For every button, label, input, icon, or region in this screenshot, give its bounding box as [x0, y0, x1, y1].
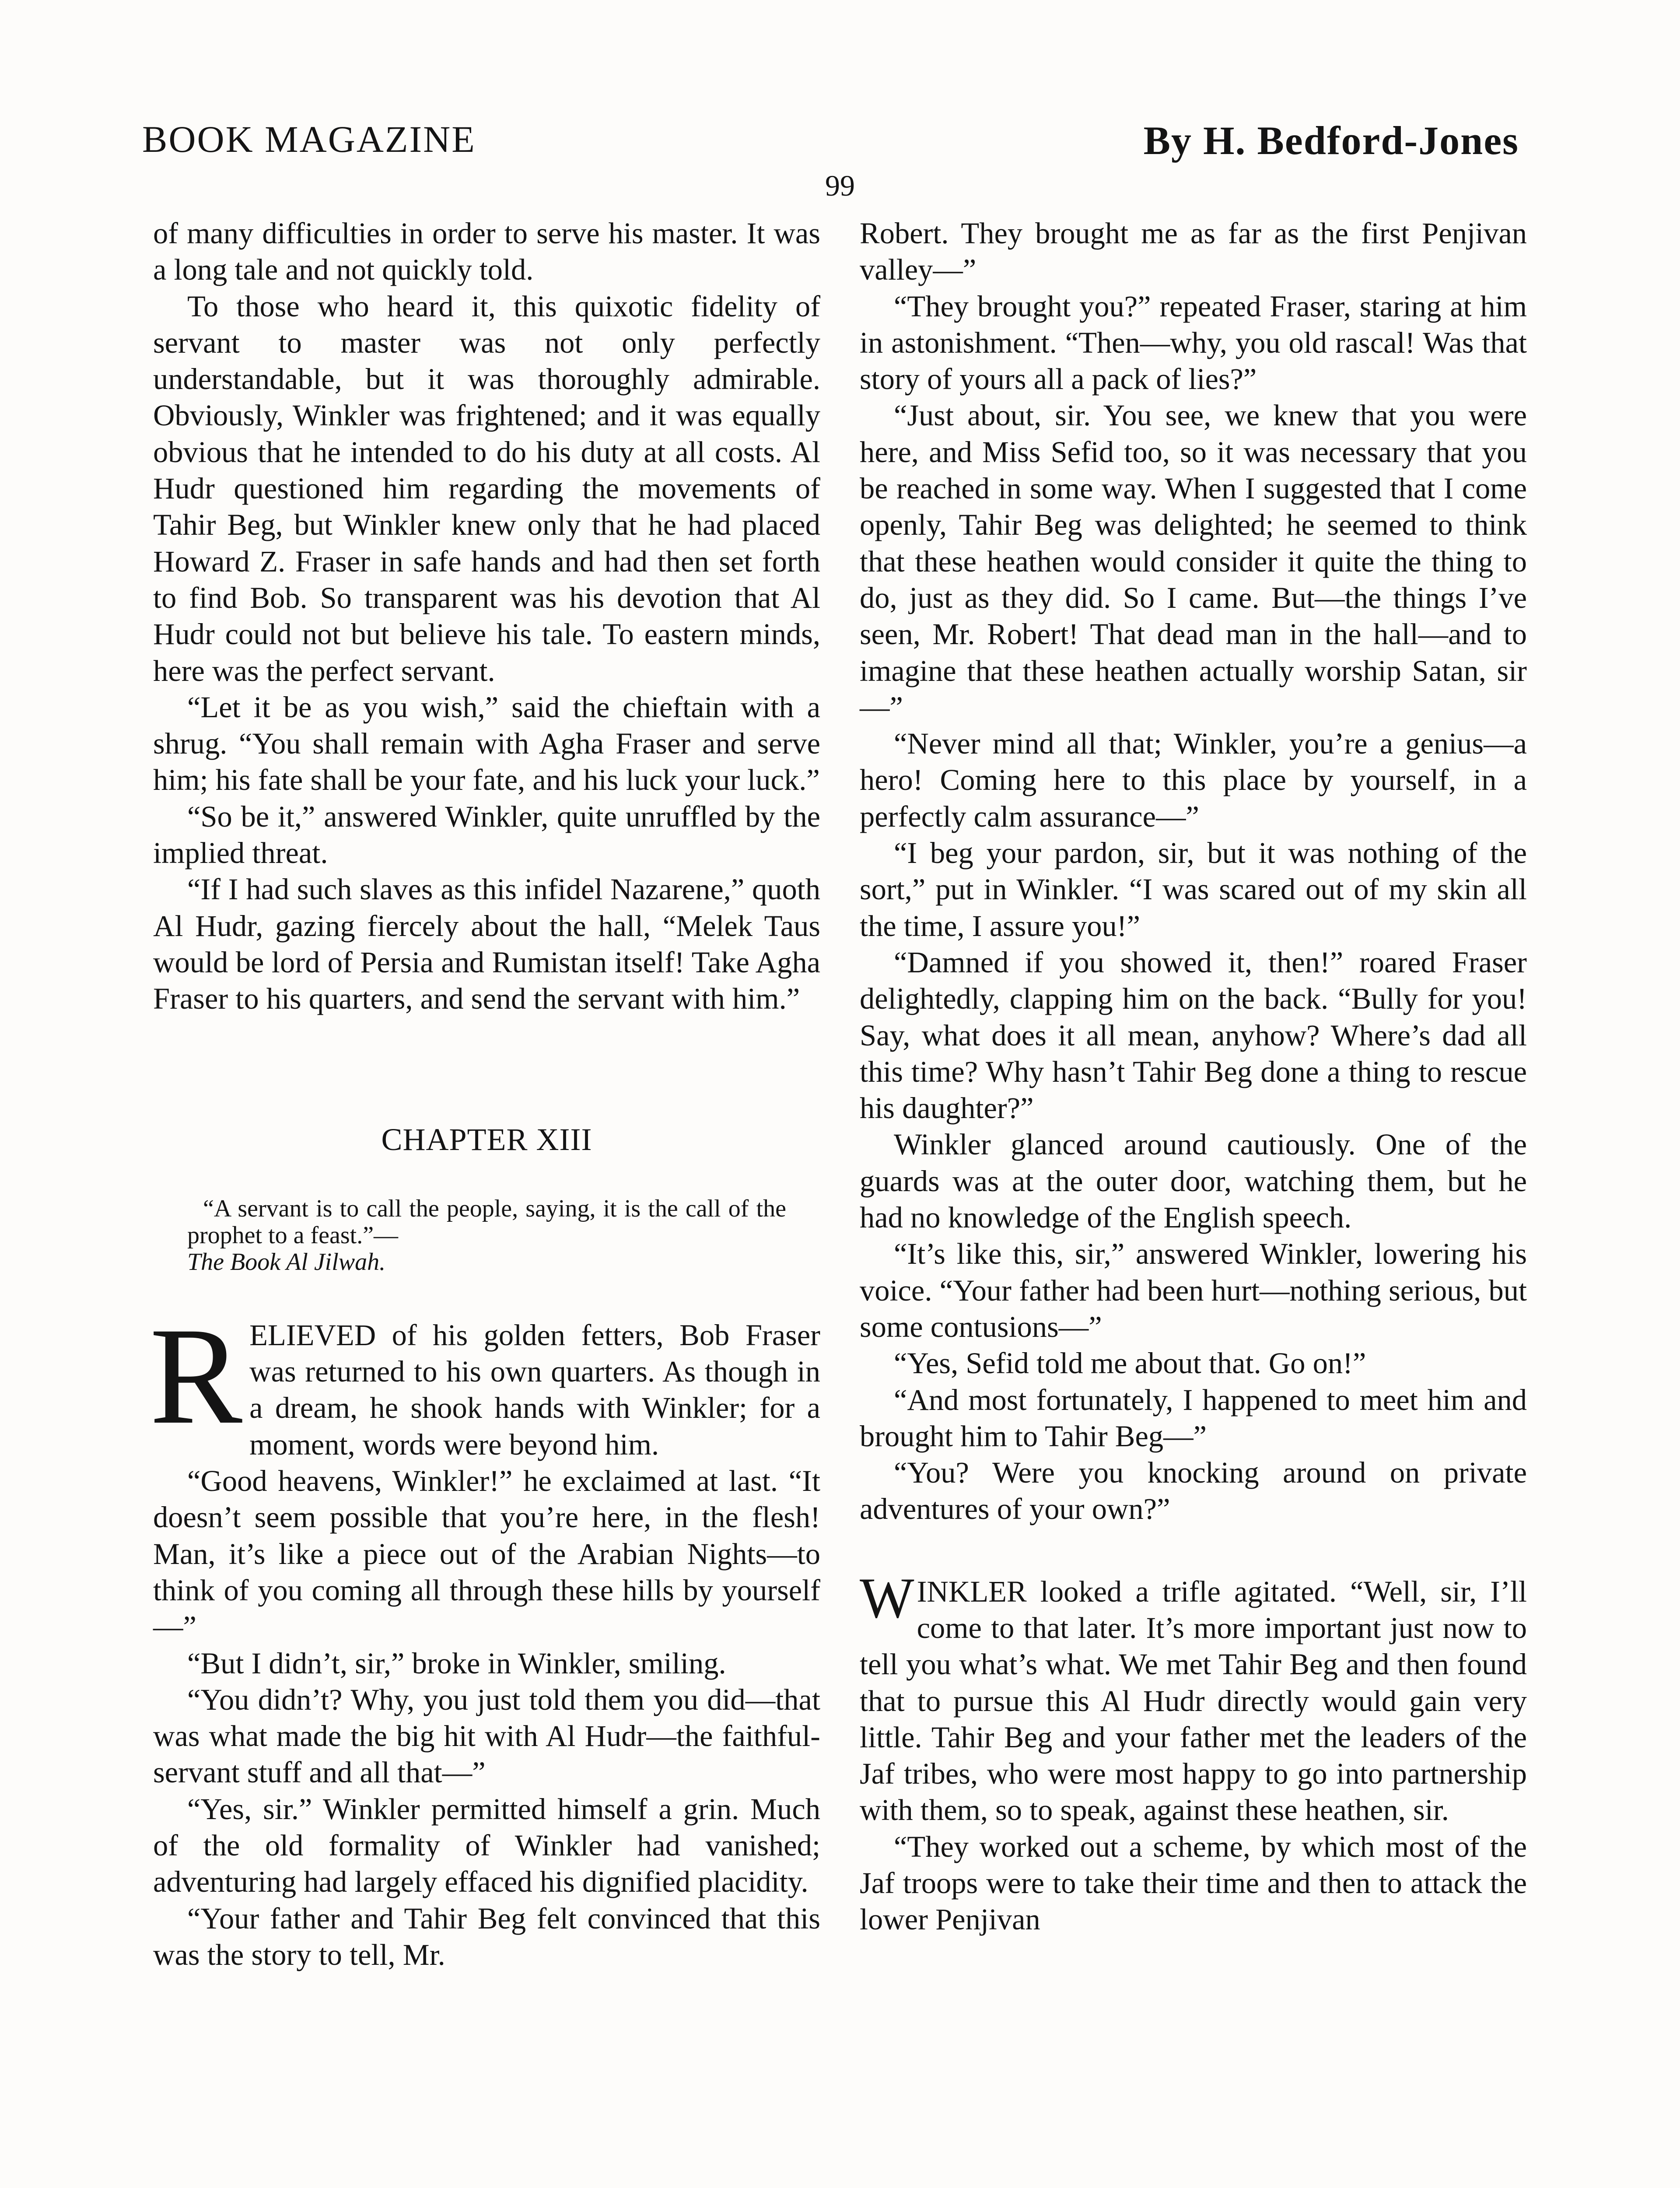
paragraph: Robert. They brought me as far as the first Penjivan valley—”: [860, 217, 1527, 287]
paragraph: of many difficulties in order to serve his master. It was a long tale and not quickly told.: [153, 217, 820, 287]
section-break: [860, 1528, 1527, 1574]
page-number: 99: [825, 169, 855, 202]
dropcap-paragraph-text: ELIEVED of his golden fetters, Bob Fraser was returned to his own quarters. As though in a dream, he shook hands with Winkler; for a moment, words were beyond him.: [249, 1318, 820, 1461]
paragraph: “Never mind all that; Winkler, you’re a genius—a hero! Coming here to this place by yourself, in a perfectly calm assurance—”: [860, 727, 1527, 833]
dropcap-paragraph-text: INKLER looked a trifle agitated. “Well, sir, I’ll come to that later. It’s more important just now to tell you what’s what. We met Tahir Beg and then found that to pursue this Al Hudr directly would gain very little. Tahir Beg and your father met the leaders of the Jaf tribes, who were most happy to go into partnership with them, so to speak, against these heathen, sir.: [860, 1574, 1527, 1827]
paragraph: “Good heavens, Winkler!” he exclaimed at last. “It doesn’t seem possible that you’re here, in the flesh! Man, it’s like a piece out of the Arabian Nights—to think of you coming all through these hills by yourself—”: [153, 1464, 820, 1644]
paragraph: “They worked out a scheme, by which most of the Jaf troops were to take their time and then to attack the lower Penjivan: [860, 1830, 1527, 1936]
dropcap-letter: R: [150, 1298, 243, 1453]
paragraph: “But I didn’t, sir,” broke in Winkler, smiling.: [187, 1646, 726, 1680]
paragraph: “I beg your pardon, sir, but it was nothing of the sort,” put in Winkler. “I was scared out of my skin all the time, I assure you!”: [860, 836, 1527, 943]
chapter-heading: CHAPTER XIII: [381, 1122, 592, 1157]
magazine-title: BOOK MAGAZINE: [142, 118, 476, 160]
dropcap-letter: W: [860, 1565, 914, 1630]
paragraph: “And most fortunately, I happened to meet him and brought him to Tahir Beg—”: [860, 1383, 1527, 1453]
epigraph: [187, 1196, 786, 1276]
paragraph: “You didn’t? Why, you just told them you did—that was what made the big hit with Al Hudr—the faithful-servant stuff and all that—”: [153, 1683, 820, 1789]
paragraph: “Yes, Sefid told me about that. Go on!”: [894, 1346, 1366, 1380]
paragraph: “Yes, sir.” Winkler permitted himself a grin. Much of the old formality of Winkler had vanished; adventuring had largely effaced his dignified placidity.: [153, 1792, 820, 1899]
paragraph: “Your father and Tahir Beg felt convinced that this was the story to tell, Mr.: [153, 1901, 820, 1971]
paragraph: To those who heard it, this quixotic fidelity of servant to master was not only perfectly understandable, but it was thoroughly admirable. Obviously, Winkler was frightened; and it was equally obvious that he intended to do his duty at all costs. Al Hudr questioned him regarding the movements of Tahir Beg, but Winkler knew only that he had placed Howard Z. Fraser in safe hands and had then set forth to find Bob. So transparent was his devotion that Al Hudr could not but believe his tale. To eastern minds, here was the perfect servant.: [153, 289, 820, 687]
epigraph-source: The Book Al Jilwah.: [187, 1248, 386, 1276]
dropcap-paragraph: [150, 1298, 820, 1463]
paragraph: “If I had such slaves as this infidel Nazarene,” quoth Al Hudr, gazing fiercely about the hall, “Melek Taus would be lord of Persia and Rumistan itself! Take Agha Fraser to his quarters, and send the servant with him.”: [153, 873, 820, 1016]
paragraph: “Damned if you showed it, then!” roared Fraser delightedly, clapping him on the back. “Bully for you! Say, what does it all mean, anyhow? Where’s dad all this time? Why hasn’t Tahir Beg done a thing to rescue his daughter?”: [860, 945, 1527, 1125]
epigraph-text: “A servant is to call the people, saying, it is the call of the prophet to a feast.”—: [187, 1195, 786, 1249]
author-byline: By H. Bedford-Jones: [1143, 118, 1519, 163]
paragraph: “You? Were you knocking around on private adventures of your own?”: [860, 1456, 1527, 1526]
paragraph: “Just about, sir. You see, we knew that you were here, and Miss Sefid too, so it was necessary that you be reached in some way. When I suggested that I come openly, Tahir Beg was delighted; he seemed to think that these heathen would consider it quite the thing to do, just as they did. So I came. But—the things I’ve seen, Mr. Robert! That dead man in the hall—and to imagine that these heathen actually worship Satan, sir—”: [860, 399, 1527, 724]
right-column: [860, 215, 1527, 1938]
paragraph: “So be it,” answered Winkler, quite unruffled by the implied threat.: [153, 799, 820, 870]
paragraph: “It’s like this, sir,” answered Winkler, lowering his voice. “Your father had been hurt—nothing serious, but some contusions—”: [860, 1237, 1527, 1343]
left-column: [150, 215, 820, 1973]
paragraph: “Let it be as you wish,” said the chieftain with a shrug. “You shall remain with Agha Fraser and serve him; his fate shall be your fate, and his luck your luck.”: [153, 690, 820, 797]
paragraph: Winkler glanced around cautiously. One of the guards was at the outer door, watching them, but he had no knowledge of the English speech.: [860, 1128, 1527, 1234]
paragraph: “They brought you?” repeated Fraser, staring at him in astonishment. “Then—why, you old rascal! Was that story of yours all a pack of lies?”: [860, 289, 1527, 396]
dropcap-paragraph: [860, 1565, 1527, 1829]
